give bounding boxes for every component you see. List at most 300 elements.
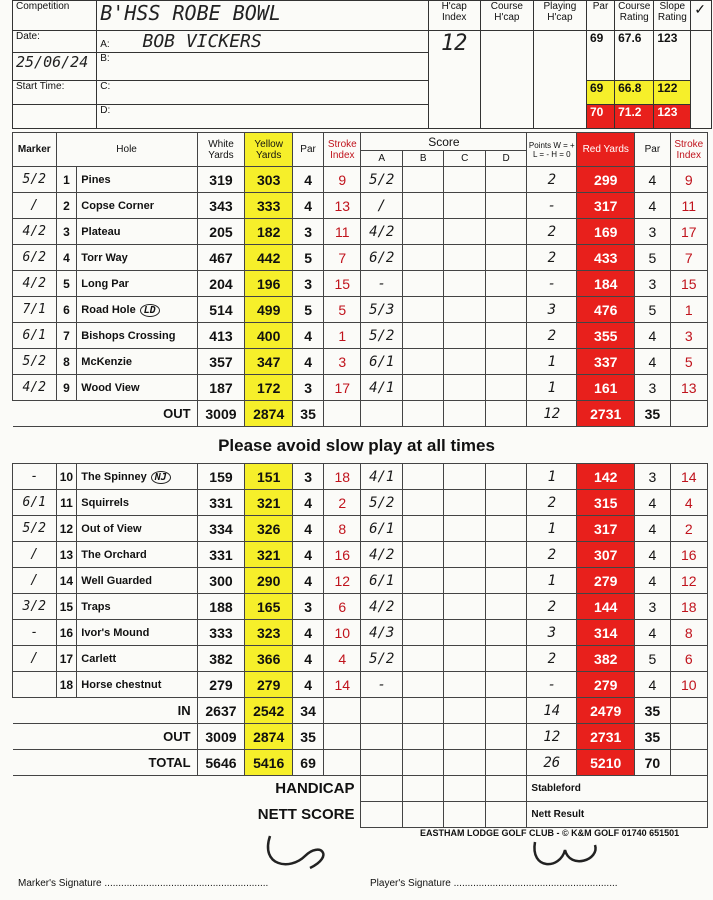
rating1-par: 69 — [586, 31, 614, 81]
total-score-d[interactable] — [485, 401, 526, 427]
red-par: 4 — [635, 193, 670, 219]
playing-hcap-value[interactable] — [533, 31, 586, 129]
score-c[interactable] — [444, 542, 485, 568]
points[interactable]: 2 — [527, 646, 577, 672]
col-points: Points W = + L = - H = 0 — [527, 133, 577, 167]
score-d[interactable] — [485, 375, 526, 401]
score-d[interactable] — [485, 516, 526, 542]
marker-score[interactable]: 4/2 — [13, 375, 57, 401]
score-c[interactable] — [444, 271, 485, 297]
slow-play-message: Please avoid slow play at all times — [218, 436, 495, 455]
hcap-index-value-cell[interactable] — [428, 31, 480, 129]
score-d[interactable] — [485, 542, 526, 568]
white-yards: 331 — [197, 542, 245, 568]
player-c-cell[interactable] — [97, 81, 428, 105]
score-c[interactable] — [444, 297, 485, 323]
score-d[interactable] — [485, 568, 526, 594]
total-red: 2731 — [577, 724, 635, 750]
col-par2: Par — [635, 133, 670, 167]
par: 5 — [293, 297, 324, 323]
score-b[interactable] — [402, 464, 443, 490]
hole-name — [77, 167, 197, 193]
yellow-yards: 323 — [245, 620, 293, 646]
red-yards: 169 — [577, 219, 635, 245]
total-red-stroke — [670, 750, 707, 776]
player-a-cell[interactable] — [97, 31, 428, 53]
red-yards: 314 — [577, 620, 635, 646]
red-par: 4 — [635, 542, 670, 568]
score-d[interactable] — [485, 620, 526, 646]
total-score-c[interactable] — [444, 698, 485, 724]
red-yards: 337 — [577, 349, 635, 375]
score-d[interactable] — [485, 245, 526, 271]
score-a[interactable]: 4/3 — [361, 620, 402, 646]
total-score-a[interactable] — [361, 750, 402, 776]
total-points[interactable]: 12 — [527, 401, 577, 427]
marker-signature-line[interactable]: Marker's Signature ........................................................... — [18, 878, 269, 889]
stroke-index: 13 — [324, 193, 361, 219]
col-marker: Marker — [13, 133, 57, 167]
hole-name-text: Wood View — [81, 381, 140, 394]
red-yards: 161 — [577, 375, 635, 401]
red-par: 4 — [635, 568, 670, 594]
rating3-par: 70 — [586, 105, 614, 129]
marker-score[interactable]: - — [13, 464, 57, 490]
red-yards: 317 — [577, 193, 635, 219]
total-score-b[interactable] — [402, 750, 443, 776]
red-stroke-index: 15 — [670, 271, 707, 297]
hole-number: 3 — [56, 219, 77, 245]
course-hcap-value[interactable] — [480, 31, 533, 129]
hole-name-text: The Orchard — [81, 548, 147, 561]
total-red-par: 35 — [635, 724, 670, 750]
marker-score[interactable]: / — [13, 646, 57, 672]
score-b[interactable] — [402, 297, 443, 323]
white-yards: 188 — [197, 594, 245, 620]
result-score-c[interactable] — [444, 802, 485, 828]
hole-number: 6 — [56, 297, 77, 323]
hole-row — [13, 646, 708, 672]
score-a[interactable]: 6/1 — [361, 516, 402, 542]
marker-score[interactable]: 6/1 — [13, 323, 57, 349]
yellow-yards: 172 — [245, 375, 293, 401]
yellow-yards: 400 — [245, 323, 293, 349]
red-stroke-index: 17 — [670, 219, 707, 245]
score-a[interactable]: 6/1 — [361, 568, 402, 594]
yellow-yards: 499 — [245, 297, 293, 323]
hole-row — [13, 620, 708, 646]
hole-row — [13, 568, 708, 594]
marker-score[interactable]: 4/2 — [13, 271, 57, 297]
red-yards: 355 — [577, 323, 635, 349]
yellow-yards: 290 — [245, 568, 293, 594]
total-points[interactable]: 26 — [527, 750, 577, 776]
player-d-cell[interactable] — [97, 105, 428, 129]
score-d[interactable] — [485, 297, 526, 323]
score-d[interactable] — [485, 464, 526, 490]
score-a[interactable]: 4/2 — [361, 542, 402, 568]
hole-name-text: The Spinney — [81, 470, 147, 483]
par: 4 — [293, 568, 324, 594]
score-b[interactable] — [402, 490, 443, 516]
total-score-b[interactable] — [402, 401, 443, 427]
red-par: 4 — [635, 490, 670, 516]
competition-text: B'HSS ROBE BOWL — [100, 1, 281, 25]
points[interactable]: 2 — [527, 490, 577, 516]
marker-score[interactable]: 5/2 — [13, 516, 57, 542]
marker-score[interactable]: 6/1 — [13, 490, 57, 516]
stroke-index: 1 — [324, 323, 361, 349]
par: 4 — [293, 490, 324, 516]
club-footer: EASTHAM LODGE GOLF CLUB - © K&M GOLF 01740 651501 — [420, 828, 680, 838]
result-score-b[interactable] — [402, 776, 443, 802]
yellow-yards: 196 — [245, 271, 293, 297]
score-a[interactable]: / — [361, 193, 402, 219]
score-c[interactable] — [444, 193, 485, 219]
stableford-label[interactable]: Stableford — [527, 776, 708, 802]
score-c[interactable] — [444, 464, 485, 490]
points[interactable]: 1 — [527, 516, 577, 542]
score-c[interactable] — [444, 219, 485, 245]
total-stroke — [324, 698, 361, 724]
score-d[interactable] — [485, 349, 526, 375]
hole-name-text: Well Guarded — [81, 574, 152, 587]
red-stroke-index: 7 — [670, 245, 707, 271]
rating1-slope: 123 — [654, 31, 691, 81]
score-b[interactable] — [402, 193, 443, 219]
red-yards: 433 — [577, 245, 635, 271]
hole-number: 12 — [56, 516, 77, 542]
hole-number: 9 — [56, 375, 77, 401]
white-yards: 279 — [197, 672, 245, 698]
hole-row — [13, 672, 708, 698]
red-stroke-index: 13 — [670, 375, 707, 401]
score-d[interactable] — [485, 672, 526, 698]
total-white: 3009 — [197, 724, 245, 750]
result-score-b[interactable] — [402, 802, 443, 828]
points[interactable]: 1 — [527, 568, 577, 594]
total-score-c[interactable] — [444, 750, 485, 776]
col-d: D — [485, 151, 526, 167]
total-points[interactable]: 12 — [527, 724, 577, 750]
score-b[interactable] — [402, 594, 443, 620]
hole-number: 10 — [56, 464, 77, 490]
total-score-b[interactable] — [402, 698, 443, 724]
marker-score[interactable]: 4/2 — [13, 219, 57, 245]
white-yards: 514 — [197, 297, 245, 323]
score-d[interactable] — [485, 193, 526, 219]
total-red-par: 35 — [635, 698, 670, 724]
points[interactable]: 2 — [527, 323, 577, 349]
player-a-name: BOB VICKERS — [142, 31, 262, 52]
score-b[interactable] — [402, 542, 443, 568]
marker-signature-drawing — [250, 826, 340, 876]
score-b[interactable] — [402, 271, 443, 297]
par: 4 — [293, 516, 324, 542]
yellow-yards: 442 — [245, 245, 293, 271]
par: 3 — [293, 594, 324, 620]
total-score-d[interactable] — [485, 698, 526, 724]
hole-name — [77, 193, 197, 219]
marker-score[interactable] — [13, 672, 57, 698]
stroke-index: 14 — [324, 672, 361, 698]
rating3-slope: 123 — [654, 105, 691, 129]
score-b[interactable] — [402, 323, 443, 349]
points[interactable]: 3 — [527, 297, 577, 323]
total-par: 69 — [293, 750, 324, 776]
score-c[interactable] — [444, 620, 485, 646]
points[interactable]: 3 — [527, 620, 577, 646]
score-a[interactable]: 4/1 — [361, 375, 402, 401]
white-yards: 319 — [197, 167, 245, 193]
red-stroke-index: 1 — [670, 297, 707, 323]
points[interactable]: - — [527, 271, 577, 297]
stroke-index: 7 — [324, 245, 361, 271]
score-c[interactable] — [444, 490, 485, 516]
score-d[interactable] — [485, 490, 526, 516]
score-a[interactable]: 4/1 — [361, 464, 402, 490]
red-yards: 299 — [577, 167, 635, 193]
result-score-a[interactable] — [361, 776, 402, 802]
result-row — [13, 802, 708, 828]
red-par: 3 — [635, 271, 670, 297]
total-score-b[interactable] — [402, 724, 443, 750]
score-c[interactable] — [444, 245, 485, 271]
total-label: TOTAL — [13, 750, 198, 776]
red-par: 5 — [635, 297, 670, 323]
score-d[interactable] — [485, 271, 526, 297]
points[interactable]: 1 — [527, 375, 577, 401]
points[interactable]: 2 — [527, 594, 577, 620]
red-par: 4 — [635, 349, 670, 375]
score-b[interactable] — [402, 646, 443, 672]
stroke-index: 17 — [324, 375, 361, 401]
red-par: 4 — [635, 516, 670, 542]
course-hcap-label: Course H'cap — [480, 1, 533, 31]
player-d-label: D: — [100, 105, 111, 116]
total-score-d[interactable] — [485, 724, 526, 750]
nett-result-label[interactable]: Nett Result — [527, 802, 708, 828]
stroke-index: 8 — [324, 516, 361, 542]
score-b[interactable] — [402, 568, 443, 594]
hole-row — [13, 193, 708, 219]
marker-score[interactable]: 6/2 — [13, 245, 57, 271]
score-d[interactable] — [485, 167, 526, 193]
points[interactable]: - — [527, 672, 577, 698]
par: 4 — [293, 349, 324, 375]
total-score-a[interactable] — [361, 401, 402, 427]
points[interactable]: 1 — [527, 349, 577, 375]
score-a[interactable]: 5/2 — [361, 167, 402, 193]
marker-score[interactable]: 7/1 — [13, 297, 57, 323]
score-b[interactable] — [402, 219, 443, 245]
par: 3 — [293, 464, 324, 490]
marker-score[interactable]: 3/2 — [13, 594, 57, 620]
score-c[interactable] — [444, 672, 485, 698]
score-c[interactable] — [444, 516, 485, 542]
stroke-index: 4 — [324, 646, 361, 672]
red-par: 3 — [635, 594, 670, 620]
score-b[interactable] — [402, 620, 443, 646]
hole-row — [13, 297, 708, 323]
col-stroke2: Stroke Index — [670, 133, 707, 167]
score-a[interactable]: 5/2 — [361, 323, 402, 349]
score-c[interactable] — [444, 167, 485, 193]
hcap-index-label: H'cap Index — [428, 1, 480, 31]
par: 4 — [293, 193, 324, 219]
points[interactable]: 2 — [527, 245, 577, 271]
hole-number: 16 — [56, 620, 77, 646]
score-b[interactable] — [402, 516, 443, 542]
stroke-index: 5 — [324, 297, 361, 323]
score-c[interactable] — [444, 323, 485, 349]
total-score-a[interactable] — [361, 698, 402, 724]
score-b[interactable] — [402, 375, 443, 401]
total-points[interactable]: 14 — [527, 698, 577, 724]
total-red-par: 70 — [635, 750, 670, 776]
score-c[interactable] — [444, 568, 485, 594]
col-score: Score — [361, 133, 527, 151]
start-time-label: Start Time: — [13, 81, 97, 105]
result-score-d[interactable] — [485, 776, 526, 802]
competition-value[interactable] — [97, 1, 428, 31]
score-d[interactable] — [485, 646, 526, 672]
marker-score[interactable]: / — [13, 542, 57, 568]
red-par: 5 — [635, 245, 670, 271]
red-yards: 184 — [577, 271, 635, 297]
white-yards: 187 — [197, 375, 245, 401]
total-yellow: 2874 — [245, 401, 293, 427]
hole-number: 17 — [56, 646, 77, 672]
stroke-index: 16 — [324, 542, 361, 568]
hole-name-text: Plateau — [81, 225, 121, 238]
score-a[interactable]: - — [361, 271, 402, 297]
hole-name — [77, 219, 197, 245]
red-yards: 476 — [577, 297, 635, 323]
total-score-a[interactable] — [361, 724, 402, 750]
col-c: C — [444, 151, 485, 167]
score-a[interactable]: 4/2 — [361, 219, 402, 245]
date-label: Date: — [13, 31, 97, 53]
marker-score[interactable]: / — [13, 193, 57, 219]
total-yellow: 2542 — [245, 698, 293, 724]
white-yards: 467 — [197, 245, 245, 271]
points[interactable]: - — [527, 193, 577, 219]
result-score-d[interactable] — [485, 802, 526, 828]
slope-rating-label: Slope Rating — [654, 1, 691, 31]
hole-name — [77, 542, 197, 568]
hole-name — [77, 620, 197, 646]
rating3-course: 71.2 — [615, 105, 654, 129]
score-a[interactable]: 6/1 — [361, 349, 402, 375]
score-a[interactable]: 5/2 — [361, 490, 402, 516]
score-c[interactable] — [444, 594, 485, 620]
player-b-cell[interactable] — [97, 53, 428, 81]
marker-score[interactable]: 5/2 — [13, 349, 57, 375]
start-time-value[interactable] — [13, 105, 97, 129]
marker-score[interactable]: 5/2 — [13, 167, 57, 193]
col-white: White Yards — [197, 133, 245, 167]
score-b[interactable] — [402, 349, 443, 375]
total-red: 2731 — [577, 401, 635, 427]
total-white: 5646 — [197, 750, 245, 776]
score-b[interactable] — [402, 672, 443, 698]
total-par: 35 — [293, 724, 324, 750]
date-value: 25/06/24 — [16, 53, 89, 71]
stroke-index: 15 — [324, 271, 361, 297]
points[interactable]: 2 — [527, 167, 577, 193]
marker-score[interactable]: / — [13, 568, 57, 594]
score-d[interactable] — [485, 219, 526, 245]
score-a[interactable]: - — [361, 672, 402, 698]
marker-score[interactable]: - — [13, 620, 57, 646]
nett-score-label: NETT SCORE — [257, 806, 355, 823]
points[interactable]: 2 — [527, 219, 577, 245]
total-score-d[interactable] — [485, 750, 526, 776]
score-c[interactable] — [444, 375, 485, 401]
white-yards: 331 — [197, 490, 245, 516]
result-score-a[interactable] — [361, 802, 402, 828]
hole-name-text: Squirrels — [81, 496, 129, 509]
score-a[interactable]: 6/2 — [361, 245, 402, 271]
par: 4 — [293, 167, 324, 193]
hole-number: 5 — [56, 271, 77, 297]
points[interactable]: 1 — [527, 464, 577, 490]
score-c[interactable] — [444, 349, 485, 375]
yellow-yards: 303 — [245, 167, 293, 193]
hole-name — [77, 349, 197, 375]
score-c[interactable] — [444, 646, 485, 672]
score-a[interactable]: 5/3 — [361, 297, 402, 323]
hole-number: 15 — [56, 594, 77, 620]
total-red-stroke — [670, 401, 707, 427]
hcap-index-value: 12 — [440, 31, 468, 56]
hole-note: NJ — [151, 471, 171, 484]
total-score-c[interactable] — [444, 724, 485, 750]
score-a[interactable]: 4/2 — [361, 594, 402, 620]
score-d[interactable] — [485, 323, 526, 349]
total-score-c[interactable] — [444, 401, 485, 427]
total-red-stroke — [670, 724, 707, 750]
total-yellow: 5416 — [245, 750, 293, 776]
player-signature-drawing — [520, 830, 610, 875]
red-par: 3 — [635, 219, 670, 245]
total-white: 3009 — [197, 401, 245, 427]
hole-number: 7 — [56, 323, 77, 349]
score-d[interactable] — [485, 594, 526, 620]
par-label: Par — [586, 1, 614, 31]
total-stroke — [324, 750, 361, 776]
date-value-cell[interactable] — [13, 53, 97, 81]
score-a[interactable]: 5/2 — [361, 646, 402, 672]
player-signature-line[interactable]: Player's Signature ........................................................... — [370, 878, 618, 889]
score-b[interactable] — [402, 245, 443, 271]
white-yards: 300 — [197, 568, 245, 594]
hole-row — [13, 464, 708, 490]
hole-row — [13, 167, 708, 193]
hole-name-text: Out of View — [81, 522, 142, 535]
hole-name — [77, 245, 197, 271]
red-par: 4 — [635, 167, 670, 193]
hole-row — [13, 542, 708, 568]
score-b[interactable] — [402, 167, 443, 193]
total-label: OUT — [13, 401, 198, 427]
points[interactable]: 2 — [527, 542, 577, 568]
yellow-yards: 182 — [245, 219, 293, 245]
result-score-c[interactable] — [444, 776, 485, 802]
yellow-yards: 279 — [245, 672, 293, 698]
red-stroke-index: 2 — [670, 516, 707, 542]
